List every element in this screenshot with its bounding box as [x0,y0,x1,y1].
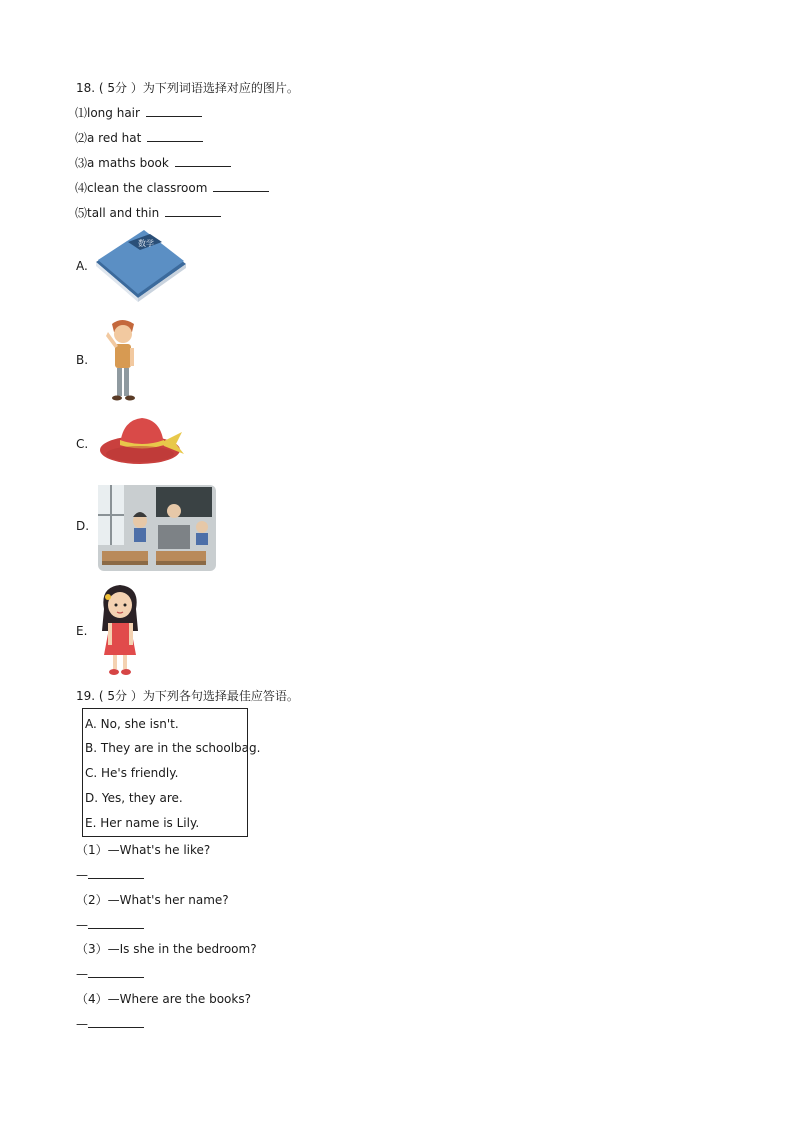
q19-answer-blank-4[interactable] [88,1016,144,1028]
red-hat-image [98,414,188,466]
q19-header: 19. ( 5分 ）为下列各句选择最佳应答语。 [76,689,299,703]
q19-response-3 [76,966,144,982]
q19-response-1 [76,867,144,883]
option-d-label: D. [76,519,90,533]
q18-header: 18. ( 5分 ）为下列词语选择对应的图片。 [76,81,299,95]
q19-answer-options-box [82,708,261,837]
option-c-label: C. [76,437,89,451]
q19-answer-blank-2[interactable] [88,917,144,929]
q19-answer-a: A. No, she isn't. [85,717,179,731]
book-title: 数学 [138,239,154,248]
q19-dash-4: — [76,1017,88,1031]
maths-book-image [92,228,188,304]
q18-item-5-text: ⑸tall and thin [75,206,160,220]
q18-answer-blank-4[interactable] [213,180,269,192]
long-hair-girl-image [98,583,144,679]
q19-answer-c: C. He's friendly. [85,766,179,780]
q19-dash-1: — [76,868,88,882]
q18-item-2-text: ⑵a red hat [75,131,142,145]
q18-item-5 [75,205,221,221]
q18-item-2 [75,130,203,146]
option-a-label: A. [76,259,88,273]
q19-dash-3: — [76,967,88,981]
q18-item-3-text: ⑶a maths book [75,156,169,170]
tall-boy-image [102,318,142,404]
q18-item-4-text: ⑷clean the classroom [75,181,208,195]
q18-item-1 [75,105,202,121]
option-e-label: E. [76,624,88,638]
q19-question-3: （3）—Is she in the bedroom? [76,942,257,956]
q18-item-4 [75,180,269,196]
q19-response-2 [76,917,144,933]
q19-answer-blank-1[interactable] [88,867,144,879]
q19-question-1: （1）—What's he like? [76,843,211,857]
q18-item-1-text: ⑴long hair [75,106,140,120]
classroom-image [98,485,216,571]
q19-answer-e: E. Her name is Lily. [85,816,200,830]
q19-question-4: （4）—Where are the books? [76,992,251,1006]
q18-answer-blank-2[interactable] [147,130,203,142]
q19-answer-b: B. They are in the schoolbag. [85,741,261,755]
q19-question-2: （2）—What's her name? [76,893,229,907]
q18-answer-blank-1[interactable] [146,105,202,117]
q19-answer-d: D. Yes, they are. [85,791,183,805]
q19-dash-2: — [76,918,88,932]
q18-answer-blank-3[interactable] [175,155,231,167]
q19-response-4 [76,1016,144,1032]
option-b-label: B. [76,353,89,367]
q19-answer-blank-3[interactable] [88,966,144,978]
q18-item-3 [75,155,231,171]
q18-answer-blank-5[interactable] [165,205,221,217]
